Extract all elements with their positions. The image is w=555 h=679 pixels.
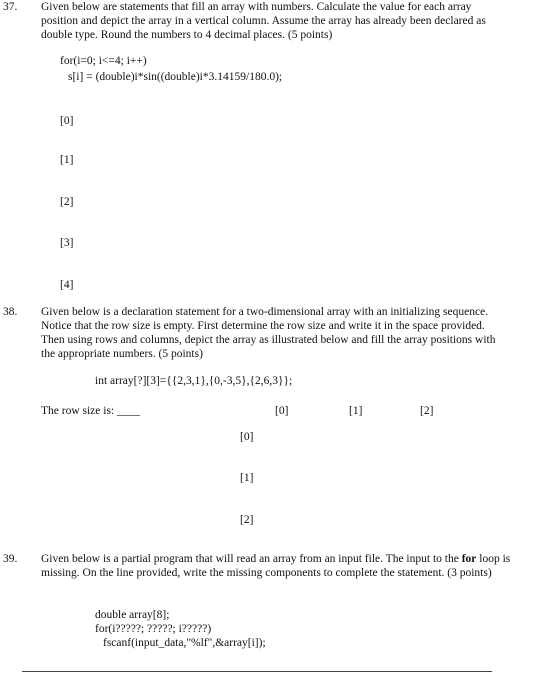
code-line: int array[?][3]={{2,3,1},{0,-3,5},{2,6,3}}; — [95, 375, 293, 387]
keyword-for: for — [461, 553, 477, 565]
question-text-part: Given below is a partial program that will read an array from an input file. The input to the — [41, 553, 462, 565]
array-index-label: [2] — [60, 196, 74, 208]
array-index-label: [1] — [60, 154, 74, 166]
row-label: [2] — [240, 514, 254, 526]
row-label: [0] — [240, 431, 254, 443]
question-37 — [3, 0, 511, 42]
code-line: for(i?????; ?????; i?????) — [95, 623, 212, 635]
column-label: [2] — [420, 405, 434, 417]
column-label: [0] — [275, 405, 289, 417]
code-line: s[i] = (double)i*sin((double)i*3.14159/180.0); — [68, 71, 283, 83]
question-number: 39. — [3, 553, 18, 565]
question-text-part: loop is missing. On the line provided, write the missing components to complete the statement. (3 points) — [41, 553, 511, 579]
array-index-label: [0] — [60, 115, 74, 127]
code-line: for(i=0; i<=4; i++) — [60, 55, 147, 67]
question-text: Given below are statements that fill an array with numbers. Calculate the value for each array position and depict the array in a vertical column. Assume the array has already been declared as double type. Round the numbers to 4 decimal places. (5 points) — [41, 1, 486, 41]
answer-line — [22, 671, 492, 672]
array-index-label: [4] — [60, 279, 74, 291]
code-line: fscanf(input_data,"%lf",&array[i]); — [103, 637, 266, 649]
row-label: [1] — [240, 472, 254, 484]
question-38 — [3, 305, 511, 361]
column-label: [1] — [349, 405, 363, 417]
question-number: 38. — [3, 306, 18, 318]
question-number: 37. — [3, 1, 18, 13]
question-text — [41, 553, 510, 579]
question-39 — [3, 552, 511, 580]
code-line: double array[8]; — [95, 609, 170, 621]
question-text: Given below is a declaration statement for a two-dimensional array with an initializing sequence. Notice that the row size is empty. First determine the row size and write it in the space provided. Then using rows and columns, depict the array as illustrated below and fill the array positions with the appropriate numbers. (5 points) — [41, 306, 496, 360]
array-index-label: [3] — [60, 237, 74, 249]
row-size-label: The row size is: ____ — [41, 405, 141, 417]
